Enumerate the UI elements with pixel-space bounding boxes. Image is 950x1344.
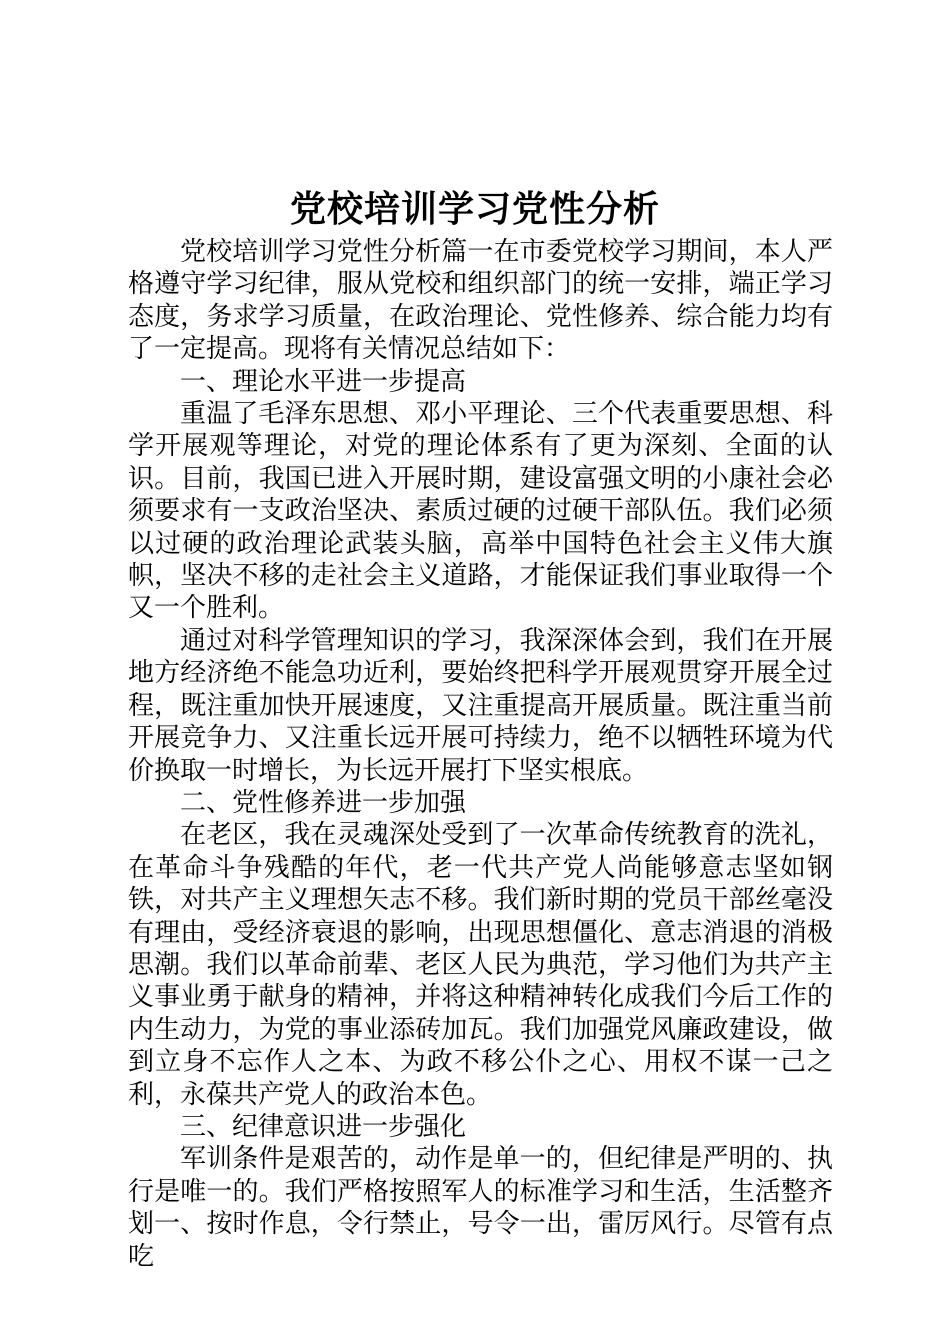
paragraph-party-spirit: 在老区，我在灵魂深处受到了一次革命传统教育的洗礼，在革命斗争残酷的年代，老一代共产党人尚能够意志坚如钢铁，对共产主义理想矢志不移。我们新时期的党员干部丝毫没有理由，受经济衰退的影响，出现思想僵化、意志消退的消极思潮。我们以革命前辈、老区人民为典范，学习他们为共产主义事业勇于献身的精神，并将这种精神转化成我们今后工作的内生动力，为党的事业添砖加瓦。我们加强党风廉政建设，做到立身不忘作人之本、为政不移公仆之心、用权不谋一己之利，永葆共产党人的政治本色。 bbox=[128, 820, 833, 1110]
document-title: 党校培训学习党性分析 bbox=[289, 188, 660, 230]
section-heading-3: 三、纪律意识进一步强化 bbox=[180, 1111, 467, 1142]
paragraph-discipline: 军训条件是艰苦的，动作是单一的，但纪律是严明的、执行是唯一的。我们严格按照军人的标准学习和生活，生活整齐划一、按时作息，令行禁止，号令一出，雷厉风行。尽管有点吃 bbox=[128, 1144, 833, 1272]
document-body bbox=[128, 236, 833, 1273]
paragraph-intro: 党校培训学习党性分析篇一在市委党校学习期间，本人严格遵守学习纪律，服从党校和组织部门的统一安排，端正学习态度，务求学习质量，在政治理论、党性修养、综合能力均有了一定提高。现将有关情况总结如下： bbox=[128, 237, 833, 365]
paragraph-theory: 重温了毛泽东思想、邓小平理论、三个代表重要思想、科学开展观等理论，对党的理论体系有了更为深刻、全面的认识。目前，我国已进入开展时期，建设富强文明的小康社会必须要求有一支政治坚决、素质过硬的过硬干部队伍。我们必须以过硬的政治理论武装头脑，高举中国特色社会主义伟大旗帜，坚决不移的走社会主义道路，才能保证我们事业取得一个又一个胜利。 bbox=[128, 399, 833, 624]
paragraph-management: 通过对科学管理知识的学习，我深深体会到，我们在开展地方经济绝不能急功近利，要始终把科学开展观贯穿开展全过程，既注重加快开展速度，又注重提高开展质量。既注重当前开展竞争力、又注重长远开展可持续力，绝不以牺牲环境为代价换取一时增长，为长远开展打下坚实根底。 bbox=[128, 625, 833, 786]
section-heading-2: 二、党性修养进一步加强 bbox=[180, 787, 467, 818]
section-heading-1: 一、理论水平进一步提高 bbox=[180, 366, 467, 397]
